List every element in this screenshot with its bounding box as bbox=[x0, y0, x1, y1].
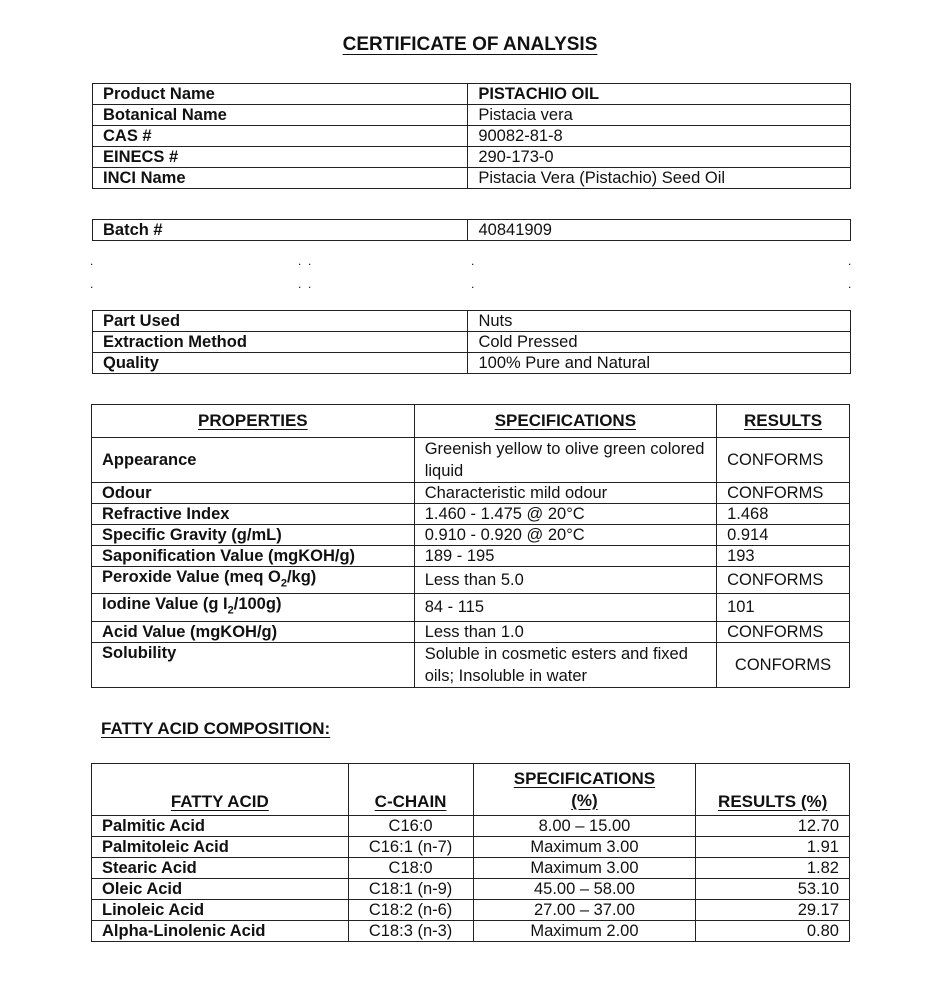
fatty-acid-spec: 27.00 – 37.00 bbox=[473, 900, 696, 921]
property-name: Refractive Index bbox=[92, 504, 415, 525]
fatty-acid-spec: 8.00 – 15.00 bbox=[473, 816, 696, 837]
stray-marks: . bbox=[848, 277, 852, 291]
stray-marks: . . bbox=[298, 254, 312, 268]
stray-marks: . bbox=[90, 254, 94, 268]
row-label: Quality bbox=[93, 353, 468, 374]
fatty-acid-name: Oleic Acid bbox=[92, 879, 349, 900]
source-info-table bbox=[92, 310, 851, 374]
property-result: CONFORMS bbox=[717, 483, 850, 504]
fatty-acid-result: 29.17 bbox=[696, 900, 850, 921]
row-value: 90082-81-8 bbox=[468, 126, 851, 147]
property-spec: 189 - 195 bbox=[414, 546, 716, 567]
row-value: Cold Pressed bbox=[468, 332, 851, 353]
col-header-c-chain: C-CHAIN bbox=[348, 764, 473, 816]
property-spec: Greenish yellow to olive green colored liquid bbox=[414, 438, 716, 483]
fatty-acid-table bbox=[91, 763, 850, 942]
fatty-acid-chain: C16:0 bbox=[348, 816, 473, 837]
property-spec: 84 - 115 bbox=[414, 594, 716, 621]
table-row bbox=[92, 504, 850, 525]
row-label: EINECS # bbox=[93, 147, 468, 168]
batch-table bbox=[92, 219, 851, 241]
table-row bbox=[93, 147, 851, 168]
property-result: 101 bbox=[717, 594, 850, 621]
fatty-acid-name: Stearic Acid bbox=[92, 858, 349, 879]
property-result: CONFORMS bbox=[717, 567, 850, 594]
col-header-specifications: SPECIFICATIONS (%) bbox=[473, 764, 696, 816]
table-row bbox=[92, 900, 850, 921]
col-header-specifications: SPECIFICATIONS bbox=[414, 405, 716, 438]
property-spec: Less than 1.0 bbox=[414, 621, 716, 642]
property-spec: Characteristic mild odour bbox=[414, 483, 716, 504]
col-header-results: RESULTS bbox=[717, 405, 850, 438]
table-row bbox=[92, 438, 850, 483]
fatty-acid-spec: Maximum 3.00 bbox=[473, 858, 696, 879]
batch-value: 40841909 bbox=[468, 220, 851, 241]
fatty-acid-heading: FATTY ACID COMPOSITION: bbox=[101, 719, 331, 738]
table-row bbox=[93, 105, 851, 126]
property-spec: Soluble in cosmetic esters and fixed oils; Insoluble in water bbox=[414, 642, 716, 687]
fatty-acid-result: 0.80 bbox=[696, 921, 850, 942]
stray-marks: . bbox=[848, 254, 852, 268]
row-label: Extraction Method bbox=[93, 332, 468, 353]
col-header-results: RESULTS (%) bbox=[696, 764, 850, 816]
row-value: Pistacia Vera (Pistachio) Seed Oil bbox=[468, 168, 851, 189]
row-value: 290-173-0 bbox=[468, 147, 851, 168]
fatty-acid-chain: C16:1 (n-7) bbox=[348, 837, 473, 858]
fatty-acid-result: 53.10 bbox=[696, 879, 850, 900]
table-row bbox=[92, 546, 850, 567]
fatty-acid-name: Alpha-Linolenic Acid bbox=[92, 921, 349, 942]
table-row bbox=[92, 816, 850, 837]
table-row bbox=[93, 84, 851, 105]
property-spec: Less than 5.0 bbox=[414, 567, 716, 594]
row-value: 100% Pure and Natural bbox=[468, 353, 851, 374]
property-spec: 1.460 - 1.475 @ 20°C bbox=[414, 504, 716, 525]
fatty-acid-chain: C18:0 bbox=[348, 858, 473, 879]
fatty-acid-chain: C18:2 (n-6) bbox=[348, 900, 473, 921]
properties-table bbox=[91, 404, 850, 688]
row-label: Part Used bbox=[93, 311, 468, 332]
row-label: CAS # bbox=[93, 126, 468, 147]
row-label: Botanical Name bbox=[93, 105, 468, 126]
fatty-acid-name: Palmitic Acid bbox=[92, 816, 349, 837]
property-name: Odour bbox=[92, 483, 415, 504]
table-header-row bbox=[92, 764, 850, 816]
table-row bbox=[93, 126, 851, 147]
property-name: Iodine Value (g $I_2/100g$) bbox=[92, 594, 415, 621]
stray-marks: . . bbox=[298, 277, 312, 291]
fatty-acid-spec: 45.00 – 58.00 bbox=[473, 879, 696, 900]
fatty-acid-chain: C18:1 (n-9) bbox=[348, 879, 473, 900]
table-row bbox=[92, 483, 850, 504]
table-row bbox=[92, 837, 850, 858]
table-row bbox=[92, 642, 850, 687]
row-value: Pistacia vera bbox=[468, 105, 851, 126]
table-row bbox=[93, 332, 851, 353]
table-row bbox=[93, 353, 851, 374]
row-value: Nuts bbox=[468, 311, 851, 332]
fatty-acid-result: 1.91 bbox=[696, 837, 850, 858]
table-row bbox=[93, 311, 851, 332]
row-label: Product Name bbox=[93, 84, 468, 105]
table-header-row bbox=[92, 405, 850, 438]
property-result: 0.914 bbox=[717, 525, 850, 546]
property-name: Saponification Value (mgKOH/g) bbox=[92, 546, 415, 567]
table-row bbox=[92, 858, 850, 879]
property-result: 193 bbox=[717, 546, 850, 567]
table-row bbox=[93, 220, 851, 241]
fatty-acid-name: Palmitoleic Acid bbox=[92, 837, 349, 858]
property-result: 1.468 bbox=[717, 504, 850, 525]
col-header-fatty-acid: FATTY ACID bbox=[92, 764, 349, 816]
batch-label: Batch # bbox=[93, 220, 468, 241]
stray-marks: . bbox=[471, 254, 475, 268]
row-label: INCI Name bbox=[93, 168, 468, 189]
table-row bbox=[92, 621, 850, 642]
property-result: CONFORMS bbox=[717, 438, 850, 483]
fatty-acid-result: 12.70 bbox=[696, 816, 850, 837]
property-name: Solubility bbox=[92, 642, 415, 687]
property-name: Specific Gravity (g/mL) bbox=[92, 525, 415, 546]
row-value: PISTACHIO OIL bbox=[468, 84, 851, 105]
table-row bbox=[92, 921, 850, 942]
table-row bbox=[92, 567, 850, 594]
property-spec: 0.910 - 0.920 @ 20°C bbox=[414, 525, 716, 546]
stray-marks: . bbox=[471, 277, 475, 291]
fatty-acid-name: Linoleic Acid bbox=[92, 900, 349, 921]
fatty-acid-chain: C18:3 (n-3) bbox=[348, 921, 473, 942]
property-name: Appearance bbox=[92, 438, 415, 483]
fatty-acid-spec: Maximum 3.00 bbox=[473, 837, 696, 858]
property-result: CONFORMS bbox=[717, 642, 850, 687]
fatty-acid-spec: Maximum 2.00 bbox=[473, 921, 696, 942]
property-name: Peroxide Value (meq $O_2/kg$) bbox=[92, 567, 415, 594]
property-result: CONFORMS bbox=[717, 621, 850, 642]
document-title: CERTIFICATE OF ANALYSIS bbox=[342, 34, 598, 55]
property-name: Acid Value (mgKOH/g) bbox=[92, 621, 415, 642]
col-header-properties: PROPERTIES bbox=[92, 405, 415, 438]
stray-marks: . bbox=[90, 277, 94, 291]
table-row bbox=[92, 594, 850, 621]
table-row bbox=[93, 168, 851, 189]
fatty-acid-result: 1.82 bbox=[696, 858, 850, 879]
table-row bbox=[92, 879, 850, 900]
product-info-table bbox=[92, 83, 851, 189]
table-row bbox=[92, 525, 850, 546]
